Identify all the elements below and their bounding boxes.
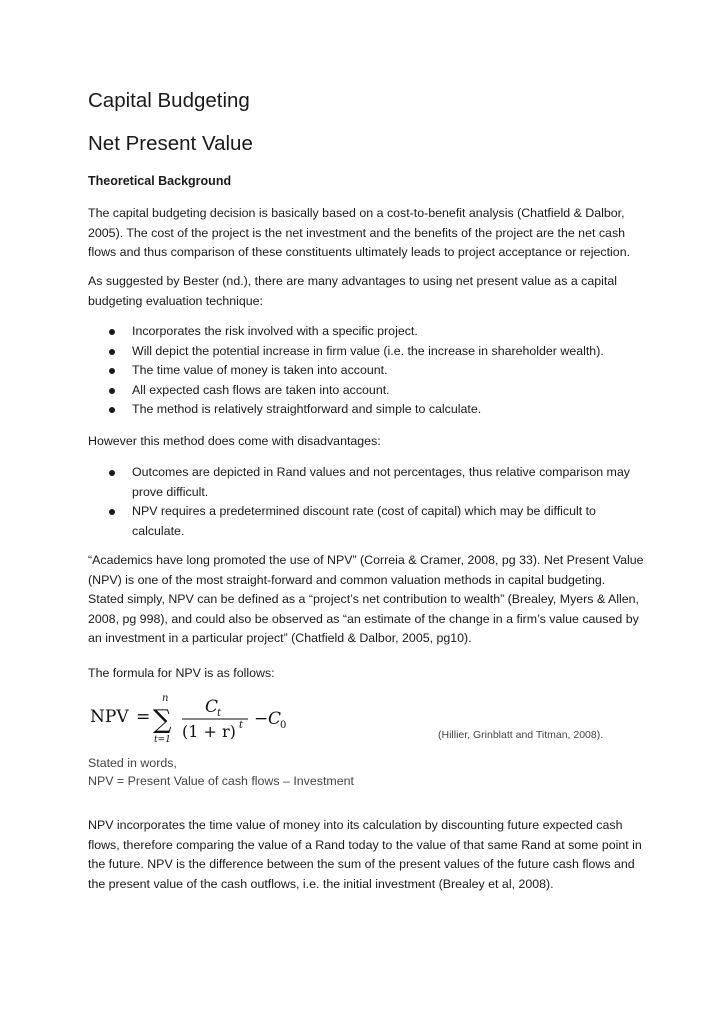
list-item: Outcomes are depicted in Rand values and not percentages, thus relative comparison may prove difficult. (88, 463, 644, 502)
bullet-icon (109, 329, 115, 335)
list-item: NPV requires a predetermined discount rate (cost of capital) which may be difficult to calculate. (88, 502, 644, 541)
paragraph-advantages-intro: As suggested by Bester (nd.), there are many advantages to using net present value as a capital budgeting evaluation technique: (88, 274, 617, 308)
bullet-icon (109, 509, 115, 515)
stated-in-words (88, 755, 354, 790)
formula-last-term-sub: 0 (280, 720, 287, 731)
bullet-icon (109, 388, 115, 394)
stated-in-words-line-1: Stated in words, (88, 756, 177, 770)
formula-last-term: C (268, 709, 282, 729)
list-item: Incorporates the risk involved with a specific project. (88, 322, 644, 342)
paragraph-cost-benefit: The capital budgeting decision is basically based on a cost-to-benefit analysis (Chatfield & Dalbor, 2005). The cost of the project is the net investment and the benefits of the project are the net cash flows and thus comparison of these constituents ultimately leads to project acceptance or rejection. (88, 206, 631, 259)
formula-sum-lower: t=1 (154, 735, 171, 745)
formula-denominator-sup: t (239, 720, 244, 731)
formula-equals: = (136, 707, 151, 727)
formula-numerator-sub: t (217, 708, 222, 719)
paragraph-npv-explanation: NPV incorporates the time value of money into its calculation by discounting future expected cash flows, therefore comparing the value of a Rand today to the value of that same Rand at some point in the future. NPV is the difference between the sum of the present values of the future cash flows and the present value of the cash outflows, i.e. the initial investment (Brealey et al, 2008). (88, 818, 642, 891)
bullet-icon (109, 470, 115, 476)
formula-lhs: NPV (90, 707, 129, 727)
advantages-list (88, 322, 644, 420)
sigma-icon: ∑ (153, 705, 172, 735)
formula-minus: − (254, 709, 269, 729)
stated-in-words-line-2: NPV = Present Value of cash flows – Investment (88, 773, 354, 788)
bullet-icon (109, 368, 115, 374)
page-title: Capital Budgeting (88, 89, 250, 112)
list-item: Will depict the potential increase in firm value (i.e. the increase in shareholder wealth). (88, 342, 644, 362)
paragraph-formula-intro: The formula for NPV is as follows: (88, 666, 275, 680)
list-item: The method is relatively straightforward and simple to calculate. (88, 400, 644, 420)
section-heading: Theoretical Background (88, 174, 232, 188)
bullet-icon (109, 407, 115, 413)
list-item: All expected cash flows are taken into account. (88, 381, 644, 401)
page-subtitle: Net Present Value (88, 132, 253, 155)
formula-denominator: (1 + r) (182, 722, 236, 741)
paragraph-disadvantages-intro: However this method does come with disadvantages: (88, 434, 381, 448)
formula-sum-upper: n (162, 693, 169, 704)
formula-numerator: C (205, 697, 219, 717)
bullet-icon (109, 349, 115, 355)
formula-citation: (Hillier, Grinblatt and Titman, 2008). (438, 729, 604, 741)
list-item: The time value of money is taken into account. (88, 361, 644, 381)
paragraph-npv-definition: “Academics have long promoted the use of NPV” (Correia & Cramer, 2008, pg 33). Net Present Value (NPV) is one of the most straight-forward and common valuation methods in capital budgeting. Stated simply, NPV can be defined as a “project’s net contribution to wealth” (Brealey, Myers & Allen, 2008, pg 998), and could also be observed as “an estimate of the change in a firm’s value caused by an investment in a particular project” (Chatfield & Dalbor, 2005, pg10). (88, 553, 644, 645)
disadvantages-list (88, 463, 644, 541)
npv-formula (88, 690, 288, 746)
